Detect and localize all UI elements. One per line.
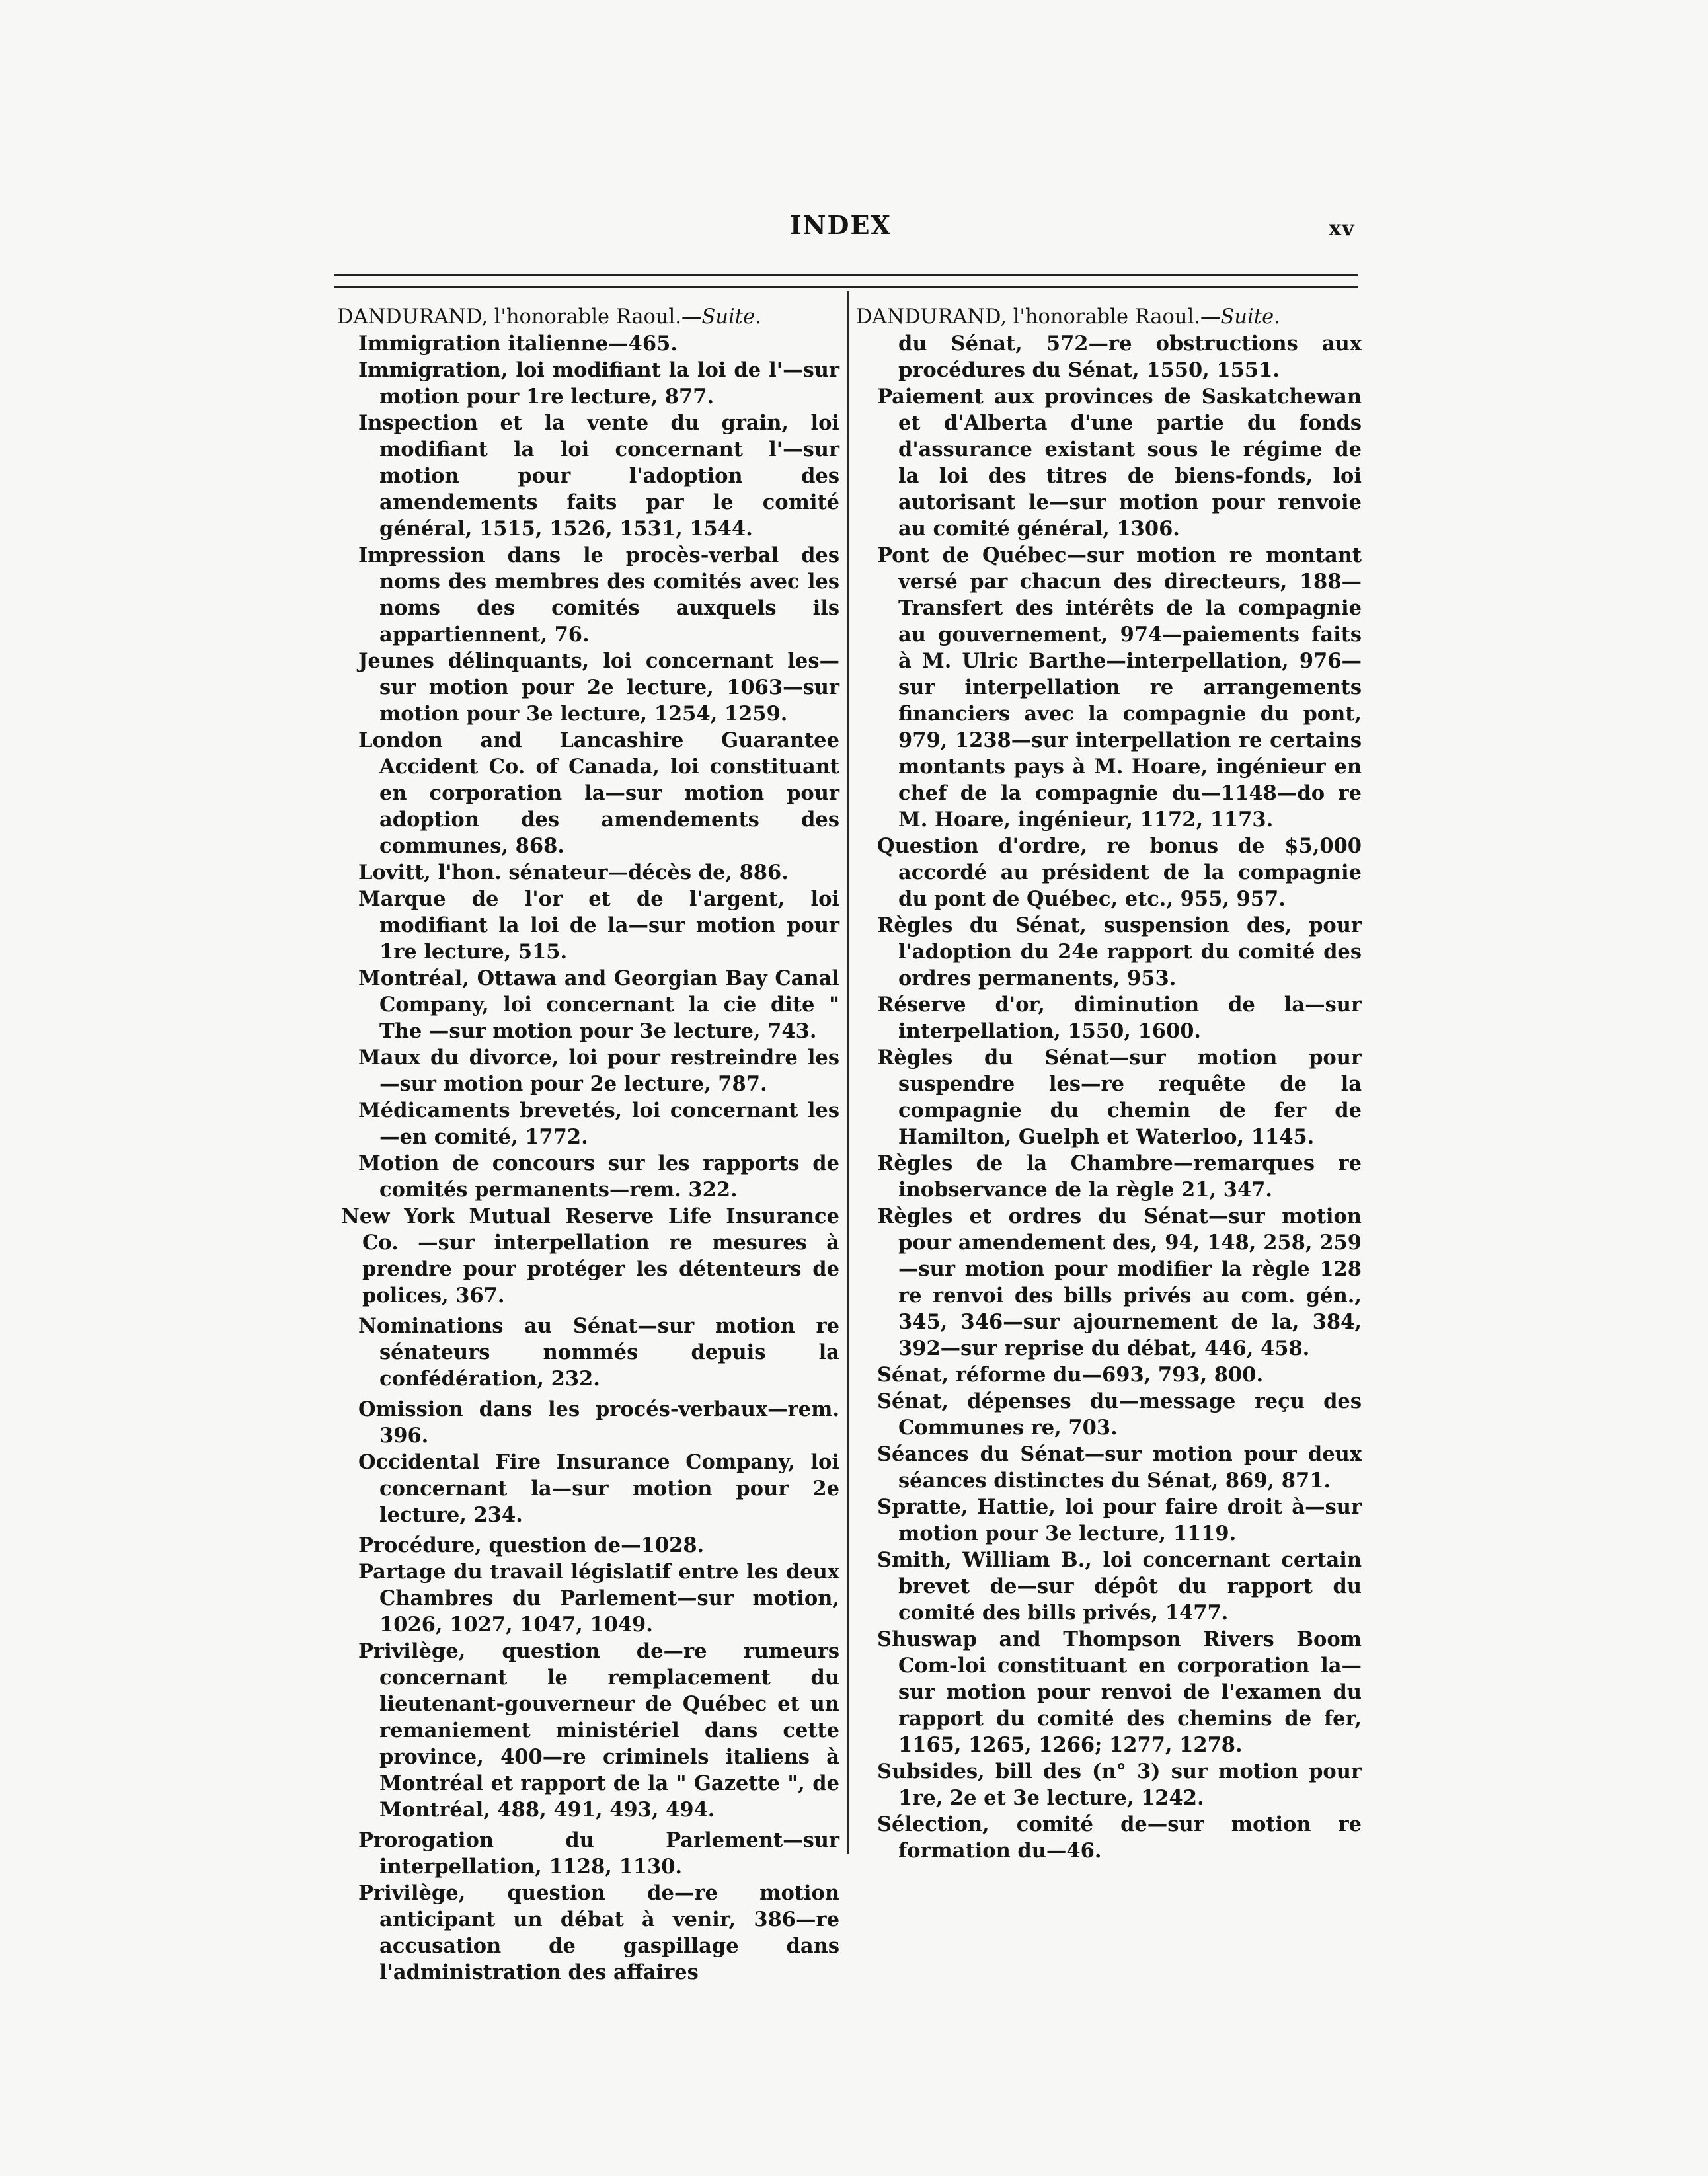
index-entry: Réserve d'or, diminution de la—sur interpellation, 1550, 1600.: [877, 993, 1362, 1043]
index-entry: Omission dans les procés-verbaux—rem. 396.: [358, 1397, 839, 1448]
index-entry: Occidental Fire Insurance Company, loi concernant la—sur motion pour 2e lecture, 234.: [358, 1450, 839, 1527]
index-entry: Nominations au Sénat—sur motion re sénateurs nommés depuis la confédération, 232.: [358, 1314, 839, 1391]
heading-name: DANDURAND, l'honorable Raoul.—: [337, 305, 702, 329]
running-head: [0, 210, 1708, 250]
index-entry: Inspection et la vente du grain, loi modifiant la loi concernant l'—sur motion pour l'adoption des amendements faits par le comité général, 1515, 1526, 1531, 1544.: [358, 411, 839, 541]
index-entry: Règles et ordres du Sénat—sur motion pour amendement des, 94, 148, 258, 259—sur motion pour modifier la règle 128 re renvoi des bills privés au com. gén., 345, 346—sur ajournement de la, 384, 392—sur reprise du débat, 446, 458.: [877, 1204, 1362, 1360]
header-double-rule: [334, 274, 1358, 288]
heading-suite: Suite.: [1220, 305, 1280, 329]
index-entry: Prorogation du Parlement—sur interpellation, 1128, 1130.: [358, 1828, 839, 1879]
index-entry: Séances du Sénat—sur motion pour deux séances distinctes du Sénat, 869, 871.: [877, 1442, 1362, 1493]
index-entry: Pont de Québec—sur motion re montant versé par chacun des directeurs, 188—Transfert des intérêts de la compagnie au gouvernement, 974—paiements faits à M. Ulric Barthe—interpellation, 976—sur interpellation re arrangements financiers avec la compagnie du pont, 979, 1238—sur interpellation re certains montants pays à M. Hoare, ingénieur en chef de la compagnie du—1148—do re M. Hoare, ingénieur, 1172, 1173.: [877, 543, 1362, 832]
index-entry: Sénat, réforme du—693, 793, 800.: [877, 1363, 1264, 1387]
index-entry: Privilège, question de—re rumeurs concernant le remplacement du lieutenant-gouverneur de Québec et un remaniement ministériel dans cette province, 400—re criminels italiens à Montréal et rapport de la " Gazette ", de Montréal, 488, 491, 493, 494.: [358, 1639, 839, 1822]
index-entry: Spratte, Hattie, loi pour faire droit à—sur motion pour 3e lecture, 1119.: [877, 1495, 1362, 1545]
page-number: xv: [1329, 215, 1355, 241]
index-entry: Immigration italienne—465.: [358, 332, 678, 356]
column-divider: [847, 291, 849, 1854]
index-entry: Subsides, bill des (n° 3) sur motion pour 1re, 2e et 3e lecture, 1242.: [877, 1760, 1362, 1810]
page-title: INDEX: [790, 210, 892, 240]
index-entry: New York Mutual Reserve Life Insurance Co. —sur interpellation re mesures à prendre pour protéger les détenteurs de polices, 367.: [341, 1204, 839, 1307]
index-entry: Jeunes délinquants, loi concernant les—sur motion pour 2e lecture, 1063—sur motion pour 3e lecture, 1254, 1259.: [358, 649, 839, 726]
left-column: [337, 304, 839, 1986]
heading-name: DANDURAND, l'honorable Raoul.—: [856, 305, 1221, 329]
index-entry: Procédure, question de—1028.: [358, 1534, 705, 1557]
index-entry: Montréal, Ottawa and Georgian Bay Canal Company, loi concernant la cie dite " The —sur motion pour 3e lecture, 743.: [358, 966, 839, 1043]
index-entry: Immigration, loi modifiant la loi de l'—sur motion pour 1re lecture, 877.: [358, 358, 839, 408]
index-entry: Sélection, comité de—sur motion re formation du—46.: [877, 1812, 1362, 1863]
index-entry: Smith, William B., loi concernant certain brevet de—sur dépôt du rapport du comité des bills privés, 1477.: [877, 1548, 1362, 1625]
index-entry: Médicaments brevetés, loi concernant les—en comité, 1772.: [358, 1099, 839, 1149]
index-entry: Paiement aux provinces de Saskatchewan et d'Alberta d'une partie du fonds d'assurance existant sous le régime de la loi des titres de biens-fonds, loi autorisant le—sur motion pour renvoie au comité général, 1306.: [877, 385, 1362, 541]
index-entry: Impression dans le procès-verbal des noms des membres des comités avec les noms des comités auxquels ils appartiennent, 76.: [358, 543, 839, 646]
index-entry: Shuswap and Thompson Rivers Boom Com-loi constituant en corporation la—sur motion pour renvoi de l'examen du rapport du comité des chemins de fer, 1165, 1265, 1266; 1277, 1278.: [877, 1627, 1362, 1757]
index-entry: Règles du Sénat, suspension des, pour l'adoption du 24e rapport du comité des ordres permanents, 953.: [877, 913, 1362, 990]
index-entry: Partage du travail législatif entre les deux Chambres du Parlement—sur motion, 1026, 1027, 1047, 1049.: [358, 1560, 839, 1637]
continued-entry: du Sénat, 572—re obstructions aux procédures du Sénat, 1550, 1551.: [898, 332, 1362, 382]
index-entry: Motion de concours sur les rapports de comités permanents—rem. 322.: [358, 1151, 839, 1202]
index-entry: Règles du Sénat—sur motion pour suspendre les—re requête de la compagnie du chemin de fer de Hamilton, Guelph et Waterloo, 1145.: [877, 1046, 1362, 1149]
left-column-heading: [337, 304, 839, 330]
right-column: [856, 304, 1362, 1864]
heading-suite: Suite.: [701, 305, 761, 329]
index-entry: Privilège, question de—re motion anticipant un débat à venir, 386—re accusation de gaspillage dans l'administration des affaires: [358, 1881, 839, 1984]
index-entry: Question d'ordre, re bonus de $5,000 accordé au président de la compagnie du pont de Québec, etc., 955, 957.: [877, 834, 1362, 911]
index-entry: Maux du divorce, loi pour restreindre les—sur motion pour 2e lecture, 787.: [358, 1046, 839, 1096]
right-column-heading: [856, 304, 1362, 330]
index-entry: Marque de l'or et de l'argent, loi modifiant la loi de la—sur motion pour 1re lecture, 515.: [358, 887, 839, 964]
index-entry: London and Lancashire Guarantee Accident Co. of Canada, loi constituant en corporation la—sur motion pour adoption des amendements des communes, 868.: [358, 728, 839, 858]
index-entry: Sénat, dépenses du—message reçu des Communes re, 703.: [877, 1389, 1362, 1440]
index-entry: Lovitt, l'hon. sénateur—décès de, 886.: [358, 861, 789, 884]
index-entry: Règles de la Chambre—remarques re inobservance de la règle 21, 347.: [877, 1151, 1362, 1202]
